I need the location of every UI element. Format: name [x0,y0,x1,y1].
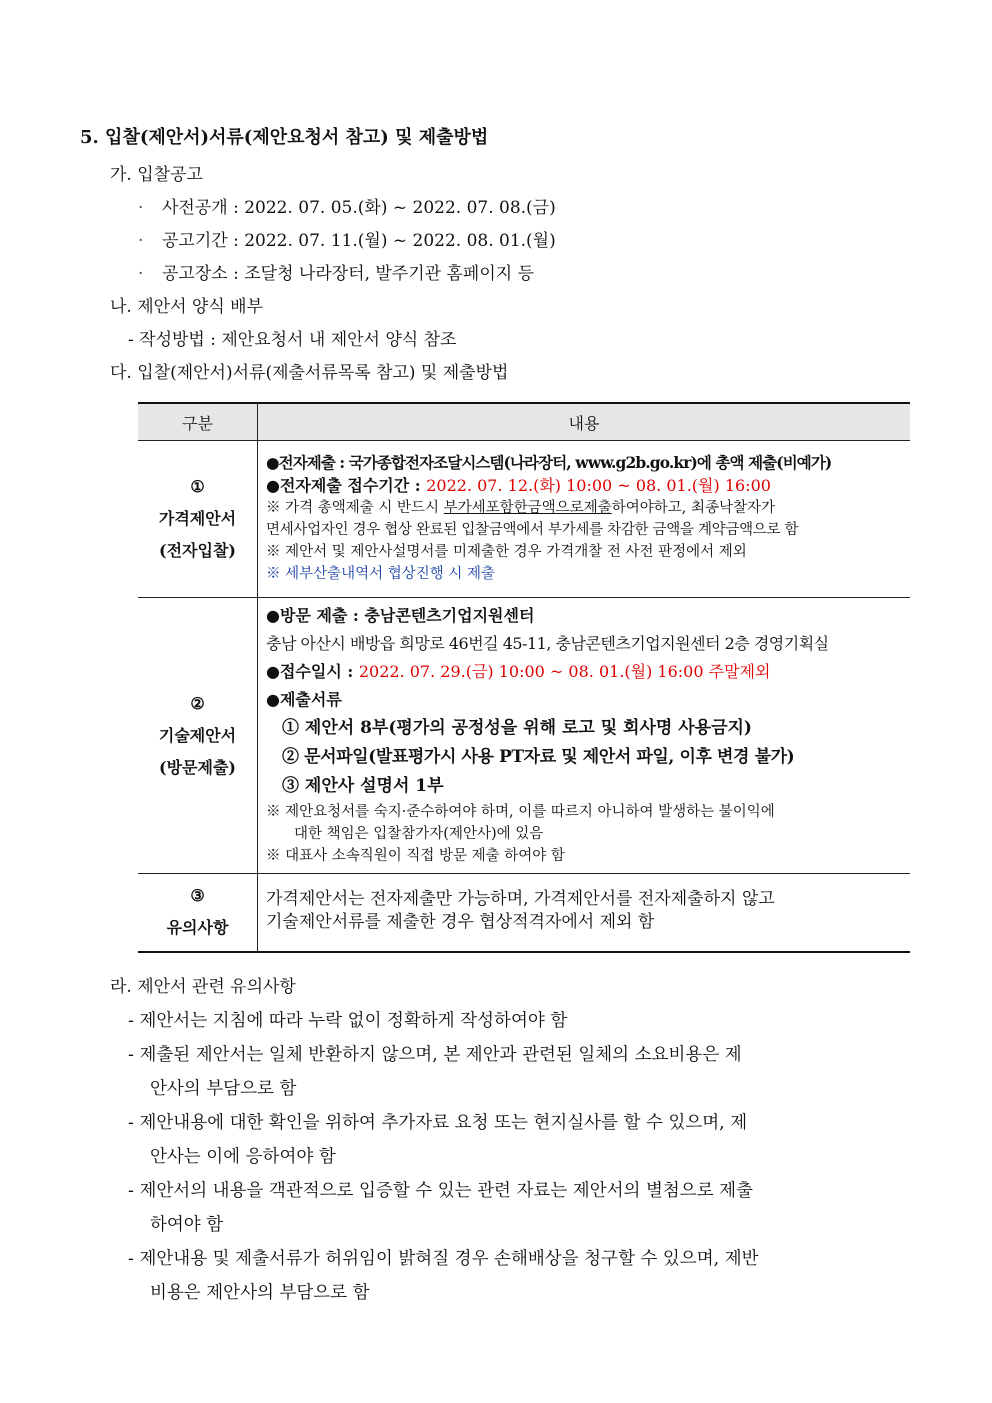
subsection-ga-title: 가. 입찰공고 [110,165,203,185]
list-item: · 공고기간 : 2022. 07. 11.(월) ~ 2022. 08. 01.(월) [138,231,556,251]
row-content: 가격제안서는 전자제출만 가능하며, 가격제안서를 전자제출하지 않고 기술제안서류를 제출한 경우 협상적격자에서 제외 함 [258,874,911,952]
bullet-icon: · [138,264,144,284]
table-row [138,874,910,952]
bullet-icon: · [138,198,144,218]
row-content: ●전자제출 : 국가종합전자조달시스템(나라장터, www.g2b.go.kr)에 총액 제출(비예가) ●전자제출 접수기간 : 2022. 07. 12.(화) 10:00 ~ 08. 01.(월) 16:00 ※ 가격 총액제출 시 반드시 부가세포함한금액으로제출하여야하고, 최종낙찰자가 면세사업자인 경우 협상 완료된 입찰금액에서 부가세를 차감한 금액을 계약금액으로 함 ※ 제안서 및 제안사설명서를 미제출한 경우 가격개찰 전 사전 판정에서 제외 ※ 세부산출내역서 협상진행 시 제출 [258,441,911,598]
row-content: ●방문 제출 : 충남콘텐츠기업지원센터 충남 아산시 배방읍 희망로 46번길 45-11, 충남콘텐츠기업지원센터 2층 경영기획실 ●접수일시 : 2022. 07. 29.(금) 10:00 ~ 08. 01.(월) 16:00 주말제외 ●제출서류 ① 제안서 8부(평가의 공정성을 위해 로고 및 회사명 사용금지) ② 문서파일(발표평가시 사용 PT자료 및 제안서 파일, 이후 변경 불가) ③ 제안사 설명서 1부 ※ 제안요청서를 숙지·준수하여야 하며, 이를 따르지 아니하여 발생하는 불이익에 대한 책임은 입찰참가자(제안사)에 있음 ※ 대표사 소속직원이 직접 방문 제출 하여야 함 [258,598,911,874]
list-item: - 제출된 제안서는 일체 반환하지 않으며, 본 제안과 관련된 일체의 소요비용은 제 [128,1045,742,1065]
list-item: - 제안내용 및 제출서류가 허위임이 밝혀질 경우 손해배상을 청구할 수 있으며, 제반 [128,1249,759,1269]
list-item: · 공고장소 : 조달청 나라장터, 발주기관 홈페이지 등 [138,264,534,284]
row-label: ② 기술제안서 (방문제출) [138,598,258,874]
list-item: - 작성방법 : 제안요청서 내 제안서 양식 참조 [128,330,457,350]
list-item: - 제안서의 내용을 객관적으로 입증할 수 있는 관련 자료는 제안서의 별첨으로 제출 [128,1181,753,1201]
section-title: 5. 입찰(제안서)서류(제안요청서 참고) 및 제출방법 [80,127,489,148]
list-item: - 제안내용에 대한 확인을 위하여 추가자료 요청 또는 현지실사를 할 수 있으며, 제 [128,1113,748,1133]
list-item: ② 문서파일(발표평가시 사용 PT자료 및 제안서 파일, 이후 변경 불가) [282,747,795,767]
list-item-continuation: 비용은 제안사의 부담으로 함 [150,1283,370,1303]
table-header-row [138,403,910,441]
table-row [138,598,910,874]
list-item: · 사전공개 : 2022. 07. 05.(화) ~ 2022. 07. 08.(금) [138,198,556,218]
row-label: ③ 유의사항 [138,874,258,952]
list-item: - 제안서는 지침에 따라 누락 없이 정확하게 작성하여야 함 [128,1011,568,1031]
list-item-continuation: 하여야 함 [150,1215,224,1235]
header-content: 내용 [258,403,911,441]
submission-table [138,402,910,953]
subsection-ra-title: 라. 제안서 관련 유의사항 [110,977,296,997]
list-item-continuation: 안사는 이에 응하여야 함 [150,1147,336,1167]
row-label: ① 가격제안서 (전자입찰) [138,441,258,598]
table-row [138,441,910,598]
subsection-na-title: 나. 제안서 양식 배부 [110,297,263,317]
subsection-da-title: 다. 입찰(제안서)서류(제출서류목록 참고) 및 제출방법 [110,363,509,383]
list-item: ③ 제안사 설명서 1부 [282,776,444,796]
list-item: ① 제안서 8부(평가의 공정성을 위해 로고 및 회사명 사용금지) [282,718,752,738]
bullet-icon: · [138,231,144,251]
list-item-continuation: 안사의 부담으로 함 [150,1079,297,1099]
header-category: 구분 [138,403,258,441]
